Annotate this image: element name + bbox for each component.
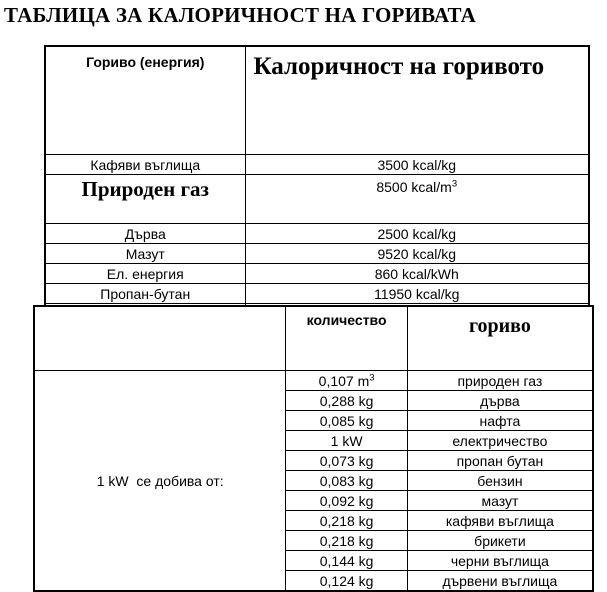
- table-row: [45, 284, 589, 304]
- column-header-calorific-value: Калоричност на горивото: [245, 46, 589, 155]
- cell-quantity-superscript: 3: [369, 371, 375, 383]
- cell-fuel-name: Мазут: [45, 244, 245, 264]
- cell-fuel-name: Дърва: [45, 224, 245, 244]
- cell-fuel: бензин: [407, 471, 593, 491]
- cell-fuel-name: Природен газ: [45, 175, 245, 224]
- cell-fuel: брикети: [407, 531, 593, 551]
- cell-fuel-name: Пропан-бутан: [45, 284, 245, 304]
- table-row: [45, 244, 589, 264]
- cell-fuel-value: [245, 175, 589, 224]
- column-header-blank: [34, 306, 286, 371]
- cell-fuel-name: Ел. енергия: [45, 264, 245, 284]
- cell-fuel-value: 2500 kcal/kg: [245, 224, 589, 244]
- cell-fuel: нафта: [407, 411, 593, 431]
- cell-fuel: мазут: [407, 491, 593, 511]
- cell-quantity: 0,218 kg: [286, 511, 407, 531]
- table-row: [45, 175, 589, 224]
- cell-fuel: пропан бутан: [407, 451, 593, 471]
- cell-value-superscript: 3: [451, 178, 458, 190]
- column-header-fuel: Гориво (енергия): [45, 46, 245, 155]
- cell-quantity: 0,218 kg: [286, 531, 407, 551]
- page-title: ТАБЛИЦА ЗА КАЛОРИЧНОСТ НА ГОРИВАТА: [4, 3, 477, 27]
- cell-quantity: 0,124 kg: [286, 571, 407, 592]
- fuel-calorific-table: [44, 45, 590, 325]
- cell-quantity: [286, 371, 407, 391]
- cell-fuel-name: Кафяви въглища: [45, 155, 245, 175]
- kilowatt-equivalence-table: [33, 305, 594, 592]
- table-row: [45, 155, 589, 175]
- table-row: [45, 224, 589, 244]
- cell-fuel: дървени въглища: [407, 571, 593, 592]
- cell-fuel-value: 9520 kcal/kg: [245, 244, 589, 264]
- table-row: [45, 264, 589, 284]
- column-header-fuel: гориво: [407, 306, 593, 371]
- cell-fuel: черни въглища: [407, 551, 593, 571]
- cell-fuel: природен газ: [407, 371, 593, 391]
- cell-quantity: 0,083 kg: [286, 471, 407, 491]
- cell-quantity: 0,092 kg: [286, 491, 407, 511]
- column-header-quantity: количество: [286, 306, 407, 371]
- cell-quantity: 1 kW: [286, 431, 407, 451]
- table-row: [34, 371, 593, 391]
- cell-fuel: дърва: [407, 391, 593, 411]
- cell-fuel: кафяви въглища: [407, 511, 593, 531]
- cell-fuel-value: 3500 kcal/kg: [245, 155, 589, 175]
- cell-quantity: 0,085 kg: [286, 411, 407, 431]
- cell-quantity: 0,073 kg: [286, 451, 407, 471]
- cell-kilowatt-source-label: 1 kW се добива от:: [34, 371, 286, 592]
- cell-value-number: 8500 kcal/m: [376, 179, 452, 195]
- cell-quantity: 0,144 kg: [286, 551, 407, 571]
- table-header-row: [45, 46, 589, 155]
- cell-fuel-value: 11950 kcal/kg: [245, 284, 589, 304]
- cell-fuel-value: 860 kcal/kWh: [245, 264, 589, 284]
- cell-fuel: електричество: [407, 431, 593, 451]
- table-header-row: [34, 306, 593, 371]
- cell-quantity-number: 0,107 m: [318, 372, 370, 389]
- cell-quantity: 0,288 kg: [286, 391, 407, 411]
